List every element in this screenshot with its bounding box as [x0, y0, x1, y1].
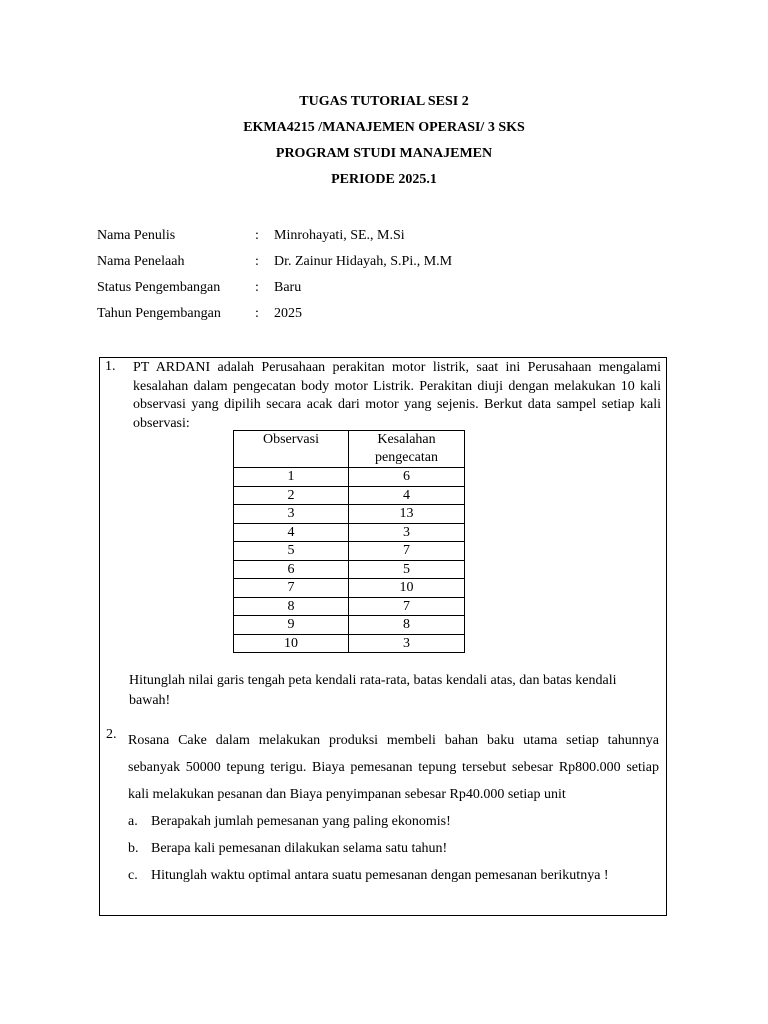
column-header: Observasi — [234, 431, 349, 468]
observation-cell: 10 — [234, 634, 349, 653]
table-row — [234, 579, 465, 598]
meta-value: Minrohayati, SE., M.Si — [274, 228, 405, 243]
table-row — [234, 523, 465, 542]
error-count-cell: 13 — [349, 505, 465, 524]
question-text: Rosana Cake dalam melakukan produksi membeli bahan baku utama setiap tahunnya sebanyak 50000 tepung terigu. Biaya pemesanan tepung tersebut sebesar Rp800.000 setiap kali melakukan pesanan dan Biaya penyimpanan sebesar Rp40.000 setiap unit — [128, 733, 659, 802]
observation-cell: 5 — [234, 542, 349, 561]
meta-row — [97, 252, 452, 278]
question-1-task: Hitunglah nilai garis tengah peta kendali rata-rata, batas kendali atas, dan batas kendali bawah! — [129, 673, 617, 708]
meta-colon: : — [255, 280, 259, 295]
error-count-cell: 6 — [349, 468, 465, 487]
observation-cell: 2 — [234, 486, 349, 505]
table-header-row — [234, 431, 465, 468]
meta-value: 2025 — [274, 306, 302, 321]
column-header: Kesalahan pengecatan — [349, 431, 465, 468]
observation-cell: 9 — [234, 616, 349, 635]
meta-colon: : — [255, 228, 259, 243]
table-row — [234, 486, 465, 505]
table-row — [234, 542, 465, 561]
observation-cell: 1 — [234, 468, 349, 487]
error-count-cell: 7 — [349, 597, 465, 616]
header-line-2: EKMA4215 /MANAJEMEN OPERASI/ 3 SKS — [243, 120, 525, 135]
sub-question — [128, 835, 659, 862]
meta-value: Baru — [274, 280, 302, 295]
header-line-1: TUGAS TUTORIAL SESI 2 — [299, 94, 469, 109]
sub-question-text: Hitunglah waktu optimal antara suatu pemesanan dengan pemesanan berikutnya ! — [151, 868, 609, 883]
table-row — [234, 634, 465, 653]
table-row — [234, 597, 465, 616]
meta-label: Nama Penulis — [97, 228, 176, 243]
sub-question-letter: b. — [128, 841, 139, 856]
question-number: 2. — [106, 727, 117, 742]
meta-row — [97, 304, 452, 330]
observation-cell: 6 — [234, 560, 349, 579]
observation-cell: 4 — [234, 523, 349, 542]
sub-question — [128, 862, 659, 889]
meta-row — [97, 278, 452, 304]
error-count-cell: 10 — [349, 579, 465, 598]
error-count-cell: 4 — [349, 486, 465, 505]
document-header — [0, 92, 768, 196]
meta-label: Nama Penelaah — [97, 254, 185, 269]
header-line-4: PERIODE 2025.1 — [331, 172, 437, 187]
sub-question-text: Berapakah jumlah pemesanan yang paling ekonomis! — [151, 814, 451, 829]
observation-cell: 7 — [234, 579, 349, 598]
error-count-cell: 3 — [349, 523, 465, 542]
question-number: 1. — [105, 359, 116, 374]
meta-colon: : — [255, 306, 259, 321]
meta-value: Dr. Zainur Hidayah, S.Pi., M.M — [274, 254, 453, 269]
sub-question — [128, 808, 659, 835]
table-row — [234, 616, 465, 635]
table-row — [234, 468, 465, 487]
table-row — [234, 505, 465, 524]
question-text: PT ARDANI adalah Perusahaan perakitan motor listrik, saat ini Perusahaan mengalami kesalahan dalam pengecatan body motor Listrik. Perakitan diuji dengan melakukan 10 kali observasi yang dipilih secara acak dari motor yang sejenis. Berkut data sampel setiap kali observasi: — [133, 360, 661, 431]
meta-label: Tahun Pengembangan — [97, 306, 221, 321]
meta-label: Status Pengembangan — [97, 280, 221, 295]
observation-cell: 3 — [234, 505, 349, 524]
meta-row — [97, 226, 452, 252]
header-line-3: PROGRAM STUDI MANAJEMEN — [275, 146, 493, 161]
observation-cell: 8 — [234, 597, 349, 616]
sub-question-letter: a. — [128, 814, 138, 829]
sub-question-text: Berapa kali pemesanan dilakukan selama satu tahun! — [151, 841, 448, 856]
meta-colon: : — [255, 254, 259, 269]
table-row — [234, 560, 465, 579]
question-1 — [105, 359, 661, 433]
document-metadata — [97, 226, 452, 330]
error-count-cell: 5 — [349, 560, 465, 579]
observation-table — [233, 430, 465, 653]
error-count-cell: 8 — [349, 616, 465, 635]
error-count-cell: 3 — [349, 634, 465, 653]
error-count-cell: 7 — [349, 542, 465, 561]
question-2 — [106, 727, 659, 889]
questions-box — [99, 357, 667, 916]
sub-question-letter: c. — [128, 868, 138, 883]
